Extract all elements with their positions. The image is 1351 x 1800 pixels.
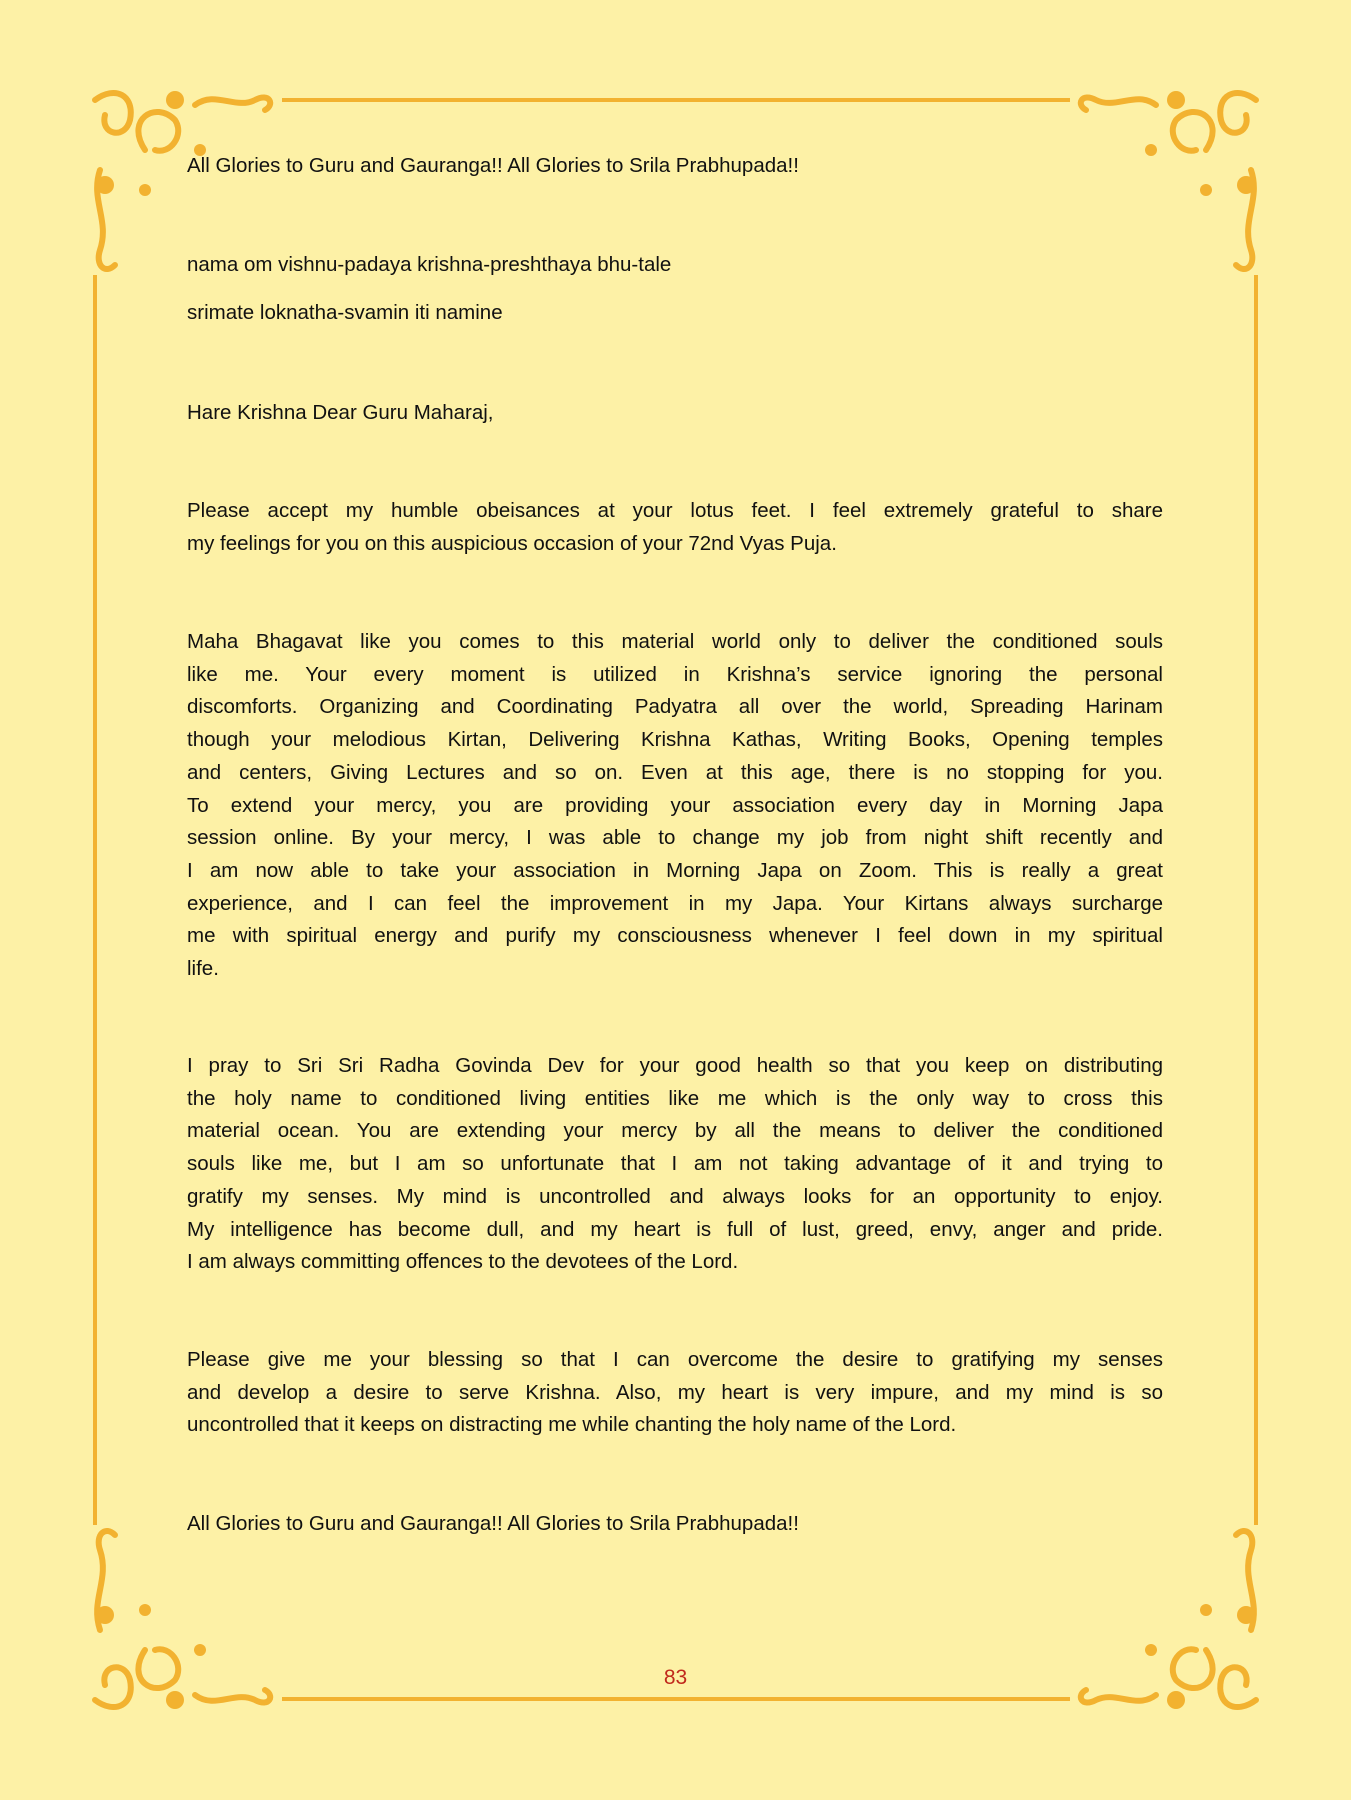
paragraph-line: I am now able to take your association in Morning Japa on Zoom. This is really a great — [187, 858, 1163, 882]
paragraph-4 — [187, 1344, 1163, 1442]
border-top — [282, 98, 1070, 102]
paragraph-2 — [187, 626, 1163, 986]
corner-ornament-bottom-left-icon — [85, 1520, 285, 1720]
header-salutation: All Glories to Guru and Gauranga!! All Glories to Srila Prabhupada!! — [187, 154, 799, 177]
border-bottom — [282, 1697, 1070, 1701]
corner-ornament-bottom-right-icon — [1066, 1520, 1266, 1720]
paragraph-1 — [187, 495, 1163, 560]
closing-salutation: All Glories to Guru and Gauranga!! All Glories to Srila Prabhupada!! — [187, 1512, 799, 1535]
border-right — [1254, 275, 1258, 1525]
paragraph-line: like me. Your every moment is utilized in Krishna’s service ignoring the personal — [187, 662, 1163, 686]
paragraph-line: Please accept my humble obeisances at your lotus feet. I feel extremely grateful to share — [187, 499, 1163, 522]
mantra-line-1: nama om vishnu-padaya krishna-preshthaya bhu-tale — [187, 253, 672, 276]
paragraph-line: experience, and I can feel the improvement in my Japa. Your Kirtans always surcharge — [187, 891, 1163, 915]
paragraph-line: Please give me your blessing so that I can overcome the desire to gratifying my senses — [187, 1348, 1163, 1371]
paragraph-line: To extend your mercy, you are providing your association every day in Morning Japa — [187, 793, 1163, 817]
paragraph-line: material ocean. You are extending your mercy by all the means to deliver the conditioned — [187, 1119, 1163, 1143]
paragraph-line: Maha Bhagavat like you comes to this material world only to deliver the conditioned souls — [187, 630, 1163, 653]
paragraph-line: gratify my senses. My mind is uncontrolled and always looks for an opportunity to enjoy. — [187, 1184, 1163, 1208]
paragraph-3 — [187, 1050, 1163, 1279]
paragraph-line: and centers, Giving Lectures and so on. Even at this age, there is no stopping for you. — [187, 760, 1163, 784]
paragraph-line: my feelings for you on this auspicious occasion of your 72nd Vyas Puja. — [187, 531, 837, 555]
border-left — [93, 275, 97, 1525]
paragraph-line: My intelligence has become dull, and my heart is full of lust, greed, envy, anger and pride. — [187, 1217, 1163, 1241]
paragraph-line: me with spiritual energy and purify my consciousness whenever I feel down in my spiritual — [187, 924, 1163, 948]
paragraph-line: souls like me, but I am so unfortunate that I am not taking advantage of it and trying to — [187, 1152, 1163, 1176]
paragraph-line: life. — [187, 957, 219, 981]
paragraph-line: I am always committing offences to the devotees of the Lord. — [187, 1250, 739, 1274]
paragraph-line: I pray to Sri Sri Radha Govinda Dev for your good health so that you keep on distributing — [187, 1054, 1163, 1077]
page-number: 83 — [663, 1666, 688, 1689]
paragraph-line: and develop a desire to serve Krishna. Also, my heart is very impure, and my mind is so — [187, 1380, 1163, 1404]
paragraph-line: session online. By your mercy, I was able to change my job from night shift recently and — [187, 826, 1163, 850]
paragraph-line: the holy name to conditioned living entities like me which is the only way to cross this — [187, 1086, 1163, 1110]
greeting: Hare Krishna Dear Guru Maharaj, — [187, 401, 494, 424]
mantra-line-2: srimate loknatha-svamin iti namine — [187, 301, 503, 324]
paragraph-line: uncontrolled that it keeps on distracting me while chanting the holy name of the Lord. — [187, 1413, 957, 1437]
paragraph-line: discomforts. Organizing and Coordinating Padyatra all over the world, Spreading Harinam — [187, 695, 1163, 719]
paragraph-line: though your melodious Kirtan, Delivering Krishna Kathas, Writing Books, Opening temples — [187, 728, 1163, 752]
